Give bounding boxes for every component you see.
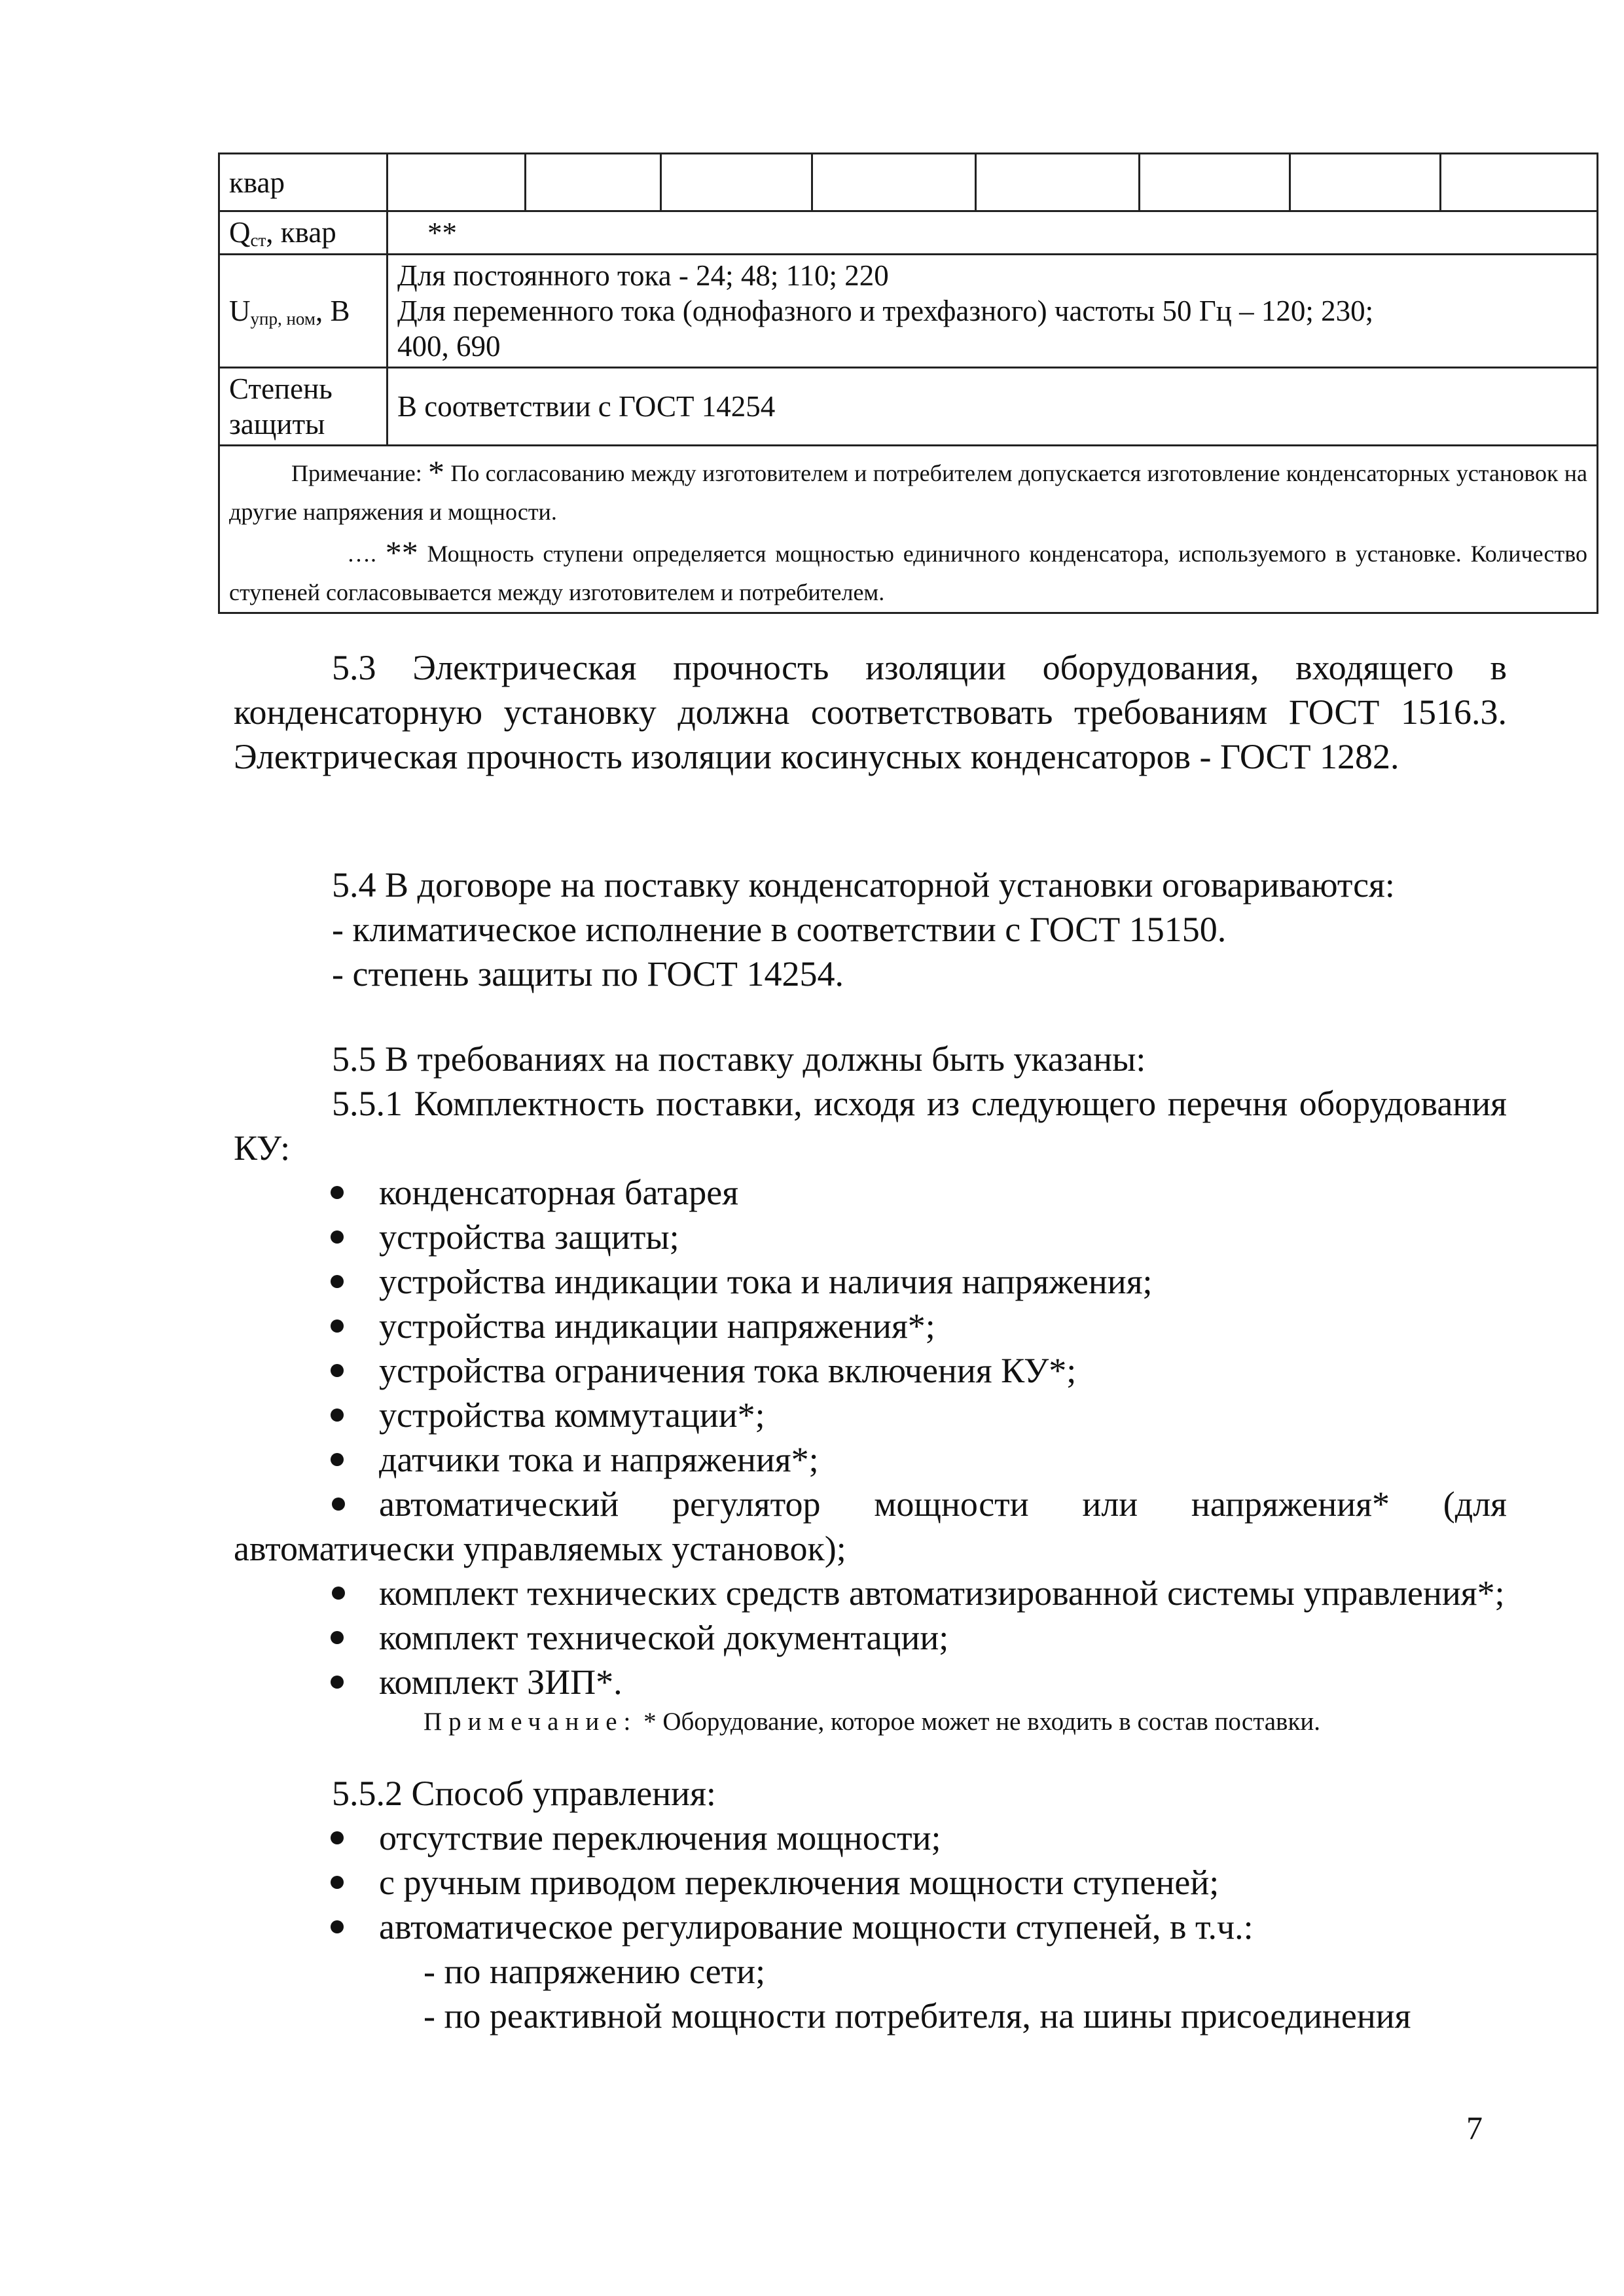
note-text: * Оборудование, которое может не входить в состав поставки. — [637, 1708, 1321, 1736]
bullet-icon — [331, 1186, 344, 1199]
row-value: ** — [388, 211, 1598, 255]
list-item — [234, 1615, 1507, 1660]
table-row — [219, 368, 1598, 446]
list-item-text: отсутствие переключения мощности; — [379, 1818, 941, 1857]
note-star: ** — [385, 533, 418, 571]
list-item-text: комплект ЗИП*. — [379, 1662, 623, 1702]
list-item — [234, 1660, 1507, 1704]
table-cell — [976, 154, 1140, 211]
section-5-4 — [234, 863, 1507, 996]
list-item — [234, 1571, 1507, 1615]
table-cell — [812, 154, 976, 211]
list-item — [234, 1393, 1507, 1437]
bullet-icon — [331, 1831, 344, 1844]
table-cell — [526, 154, 661, 211]
bullet-icon — [331, 1631, 344, 1644]
bullet-icon — [332, 1587, 345, 1600]
label-main: Q — [229, 216, 251, 249]
list-item-text: комплект технической документации; — [379, 1618, 949, 1657]
list-item-text: устройства индикации тока и наличия напряжения; — [379, 1262, 1153, 1301]
note-label: Примечание: — [424, 1708, 638, 1736]
table-cell — [1290, 154, 1441, 211]
list-item — [234, 1905, 1507, 1949]
sub-list-item: - по реактивной мощности потребителя, на шины присоединения — [424, 1996, 1411, 2036]
bullet-icon — [331, 1676, 344, 1689]
subsection-5-5-1: 5.5.1 Комплектность поставки, исходя из следующего перечня оборудования КУ: — [234, 1084, 1507, 1168]
list-item-text: автоматическое регулирование мощности ступеней, в т.ч.: — [379, 1907, 1254, 1946]
note-text: По согласованию между изготовителем и потребителем допускается изготовление конденсаторных установок на другие напряжения и мощности. — [229, 460, 1588, 526]
list-item — [234, 1482, 1507, 1571]
table-cell — [1441, 154, 1598, 211]
note-star: * — [428, 454, 445, 491]
list-item — [234, 1348, 1507, 1393]
row-value — [388, 255, 1598, 368]
list-item — [234, 1259, 1507, 1304]
table-cell — [1140, 154, 1290, 211]
spacer — [234, 1740, 1507, 1771]
bullet-icon — [332, 1498, 345, 1511]
bullet-icon — [331, 1364, 344, 1377]
note-text: Мощность ступени определяется мощностью единичного конденсатора, используемого в установке. Количество ступеней согласовывается между изготовителем и потребителем. — [229, 540, 1587, 605]
table-row — [219, 255, 1598, 368]
table-note-row — [219, 446, 1598, 613]
bullet-icon — [331, 1453, 344, 1466]
row-label — [219, 368, 388, 446]
bullet-icon — [331, 1876, 344, 1889]
value-line: 400, 690 — [397, 330, 501, 363]
label-unit: , В — [315, 294, 350, 327]
supply-note — [234, 1704, 1507, 1740]
sub-list-item: - по напряжению сети; — [424, 1952, 766, 1991]
table-row — [219, 154, 1598, 211]
bullet-icon — [331, 1230, 344, 1244]
value-line: Для переменного тока (однофазного и трехфазного) частоты 50 Гц – 120; 230; — [397, 295, 1374, 328]
bullet-icon — [331, 1319, 344, 1333]
row-label — [219, 255, 388, 368]
label-unit: , квар — [266, 216, 336, 249]
page-number: 7 — [1466, 2109, 1483, 2146]
label-line: Степень — [229, 372, 333, 406]
bullet-icon — [331, 1408, 344, 1422]
table-note — [219, 446, 1598, 613]
list-item — [234, 1215, 1507, 1259]
row-value: В соответствии с ГОСТ 14254 — [388, 368, 1598, 446]
table-cell — [388, 154, 526, 211]
section-heading: 5.4 В договоре на поставку конденсаторной установки оговариваются: — [332, 865, 1395, 905]
table-cell — [661, 154, 812, 211]
list-item-text: устройства защиты; — [379, 1217, 679, 1257]
note-prefix: …. — [347, 540, 376, 567]
row-label: квар — [219, 154, 388, 211]
list-item-text: устройства индикации напряжения*; — [379, 1306, 935, 1346]
label-main: U — [229, 294, 251, 327]
list-item — [234, 1304, 1507, 1348]
list-item-text: датчики тока и напряжения*; — [379, 1440, 819, 1479]
list-item-text: комплект технических средств автоматизированной системы управления*; — [379, 1573, 1505, 1613]
label-line: защиты — [229, 408, 325, 441]
list-item — [234, 1860, 1507, 1905]
list-item-text: устройства ограничения тока включения КУ*; — [379, 1351, 1077, 1390]
bullet-icon — [331, 1275, 344, 1288]
section-5-5 — [234, 1037, 1507, 2038]
list-item-text: конденсаторная батарея — [379, 1173, 739, 1212]
list-item-text: автоматический регулятор мощности или напряжения* (для автоматически управляемых установок); — [234, 1484, 1507, 1568]
subsection-5-5-2: 5.5.2 Способ управления: — [332, 1774, 716, 1813]
section-heading: 5.5 В требованиях на поставку должны быть указаны: — [332, 1039, 1146, 1079]
label-subscript: упр, ном — [250, 308, 316, 329]
list-item — [234, 1170, 1507, 1215]
list-item: - степень защиты по ГОСТ 14254. — [332, 954, 844, 994]
section-5-3 — [234, 645, 1507, 779]
list-item — [234, 1437, 1507, 1482]
paragraph: 5.3 Электрическая прочность изоляции оборудования, входящего в конденсаторную установку должна соответствовать требованиям ГОСТ 1516.3. Электрическая прочность изоляции косинусных конденсаторов - ГОСТ 1282. — [234, 648, 1507, 776]
label-subscript: ст — [250, 230, 266, 250]
list-item-text: с ручным приводом переключения мощности ступеней; — [379, 1863, 1219, 1902]
spec-table — [218, 152, 1598, 614]
row-label — [219, 211, 388, 255]
table-row — [219, 211, 1598, 255]
list-item — [234, 1816, 1507, 1860]
value-line: Для постоянного тока - 24; 48; 110; 220 — [397, 259, 889, 293]
list-item-text: устройства коммутации*; — [379, 1395, 765, 1435]
note-label: Примечание: — [291, 460, 422, 487]
bullet-icon — [331, 1920, 344, 1933]
list-item: - климатическое исполнение в соответствии с ГОСТ 15150. — [332, 910, 1227, 949]
